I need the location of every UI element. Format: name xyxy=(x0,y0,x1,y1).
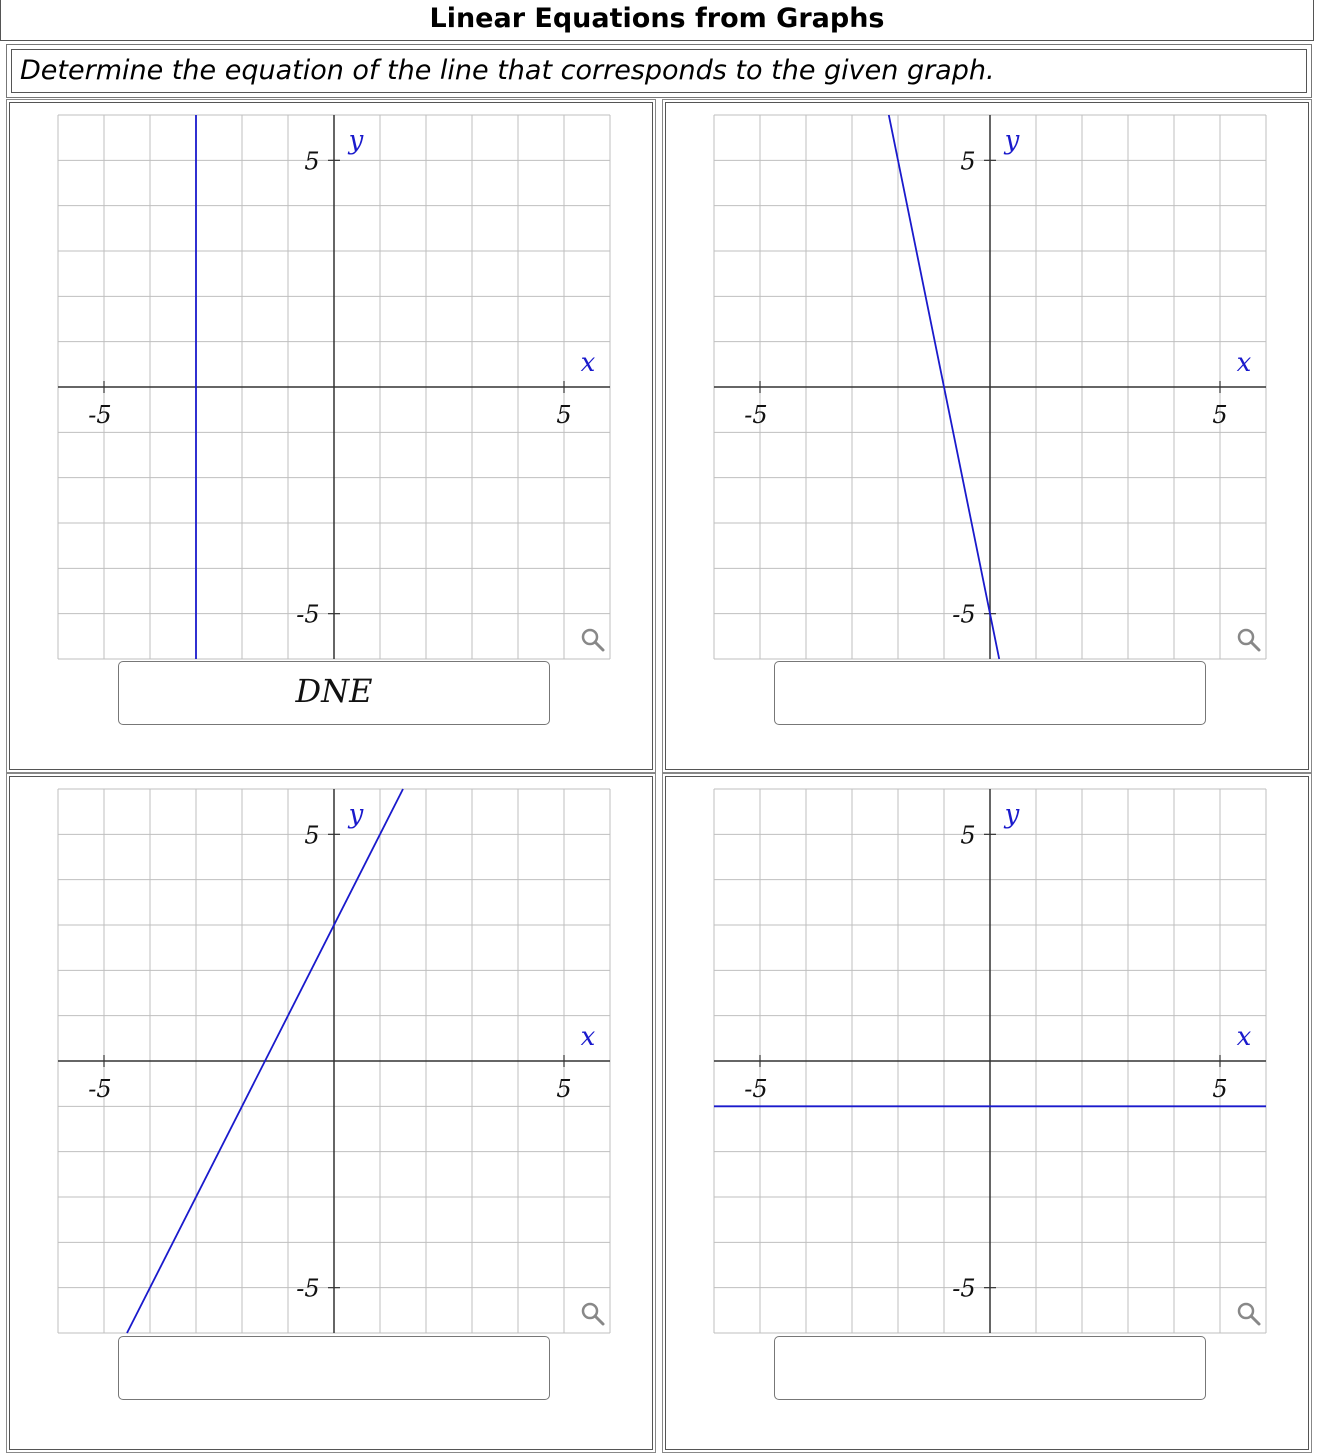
y-axis-name: y xyxy=(1004,125,1020,156)
graph-cell-3 xyxy=(6,773,656,1453)
graph-cell-frame xyxy=(9,102,653,770)
y-tick-label-neg: -5 xyxy=(952,1274,976,1303)
y-tick-label-neg: -5 xyxy=(296,1274,320,1303)
graph-cell-4 xyxy=(662,773,1312,1453)
coordinate-graph-2 xyxy=(666,103,1310,663)
coordinate-graph-3 xyxy=(10,777,654,1337)
instructions-text: Determine the equation of the line that corresponds to the given graph. xyxy=(11,49,1307,93)
page-title: Linear Equations from Graphs xyxy=(0,0,1314,41)
x-axis-name: x xyxy=(1236,1022,1252,1052)
graph-cell-2 xyxy=(662,99,1312,773)
x-tick-label-pos: 5 xyxy=(556,1075,572,1103)
y-tick-label-pos: 5 xyxy=(960,821,976,850)
graph-cell-1 xyxy=(6,99,656,773)
graph-cell-frame xyxy=(665,776,1309,1450)
magnifier-icon[interactable] xyxy=(583,630,603,650)
x-tick-label-neg: -5 xyxy=(88,401,112,429)
instructions-panel xyxy=(6,44,1312,98)
graph-cell-frame xyxy=(665,102,1309,770)
x-axis-name: x xyxy=(1236,348,1252,378)
y-tick-label-neg: -5 xyxy=(296,600,320,629)
y-tick-label-pos: 5 xyxy=(960,147,976,176)
answer-input-1[interactable]: DNE xyxy=(118,661,550,725)
y-tick-label-pos: 5 xyxy=(304,147,320,176)
coordinate-graph-4 xyxy=(666,777,1310,1337)
x-tick-label-pos: 5 xyxy=(1212,401,1228,429)
magnifier-handle xyxy=(595,1316,603,1324)
magnifier-handle xyxy=(595,642,603,650)
x-tick-label-neg: -5 xyxy=(88,1075,112,1103)
magnifier-handle xyxy=(1251,1316,1259,1324)
y-axis-name: y xyxy=(348,125,364,156)
y-tick-label-pos: 5 xyxy=(304,821,320,850)
x-axis-name: x xyxy=(580,348,596,378)
magnifier-icon[interactable] xyxy=(1239,1304,1259,1324)
x-tick-label-pos: 5 xyxy=(556,401,572,429)
x-tick-label-pos: 5 xyxy=(1212,1075,1228,1103)
x-tick-label-neg: -5 xyxy=(744,1075,768,1103)
magnifier-icon[interactable] xyxy=(1239,630,1259,650)
coordinate-graph-1 xyxy=(10,103,654,663)
y-tick-label-neg: -5 xyxy=(952,600,976,629)
answer-input-4[interactable] xyxy=(774,1336,1206,1400)
answer-input-2[interactable] xyxy=(774,661,1206,725)
y-axis-name: y xyxy=(1004,799,1020,830)
magnifier-handle xyxy=(1251,642,1259,650)
magnifier-icon[interactable] xyxy=(583,1304,603,1324)
y-axis-name: y xyxy=(348,799,364,830)
graph-cell-frame xyxy=(9,776,653,1450)
x-tick-label-neg: -5 xyxy=(744,401,768,429)
x-axis-name: x xyxy=(580,1022,596,1052)
answer-input-3[interactable] xyxy=(118,1336,550,1400)
